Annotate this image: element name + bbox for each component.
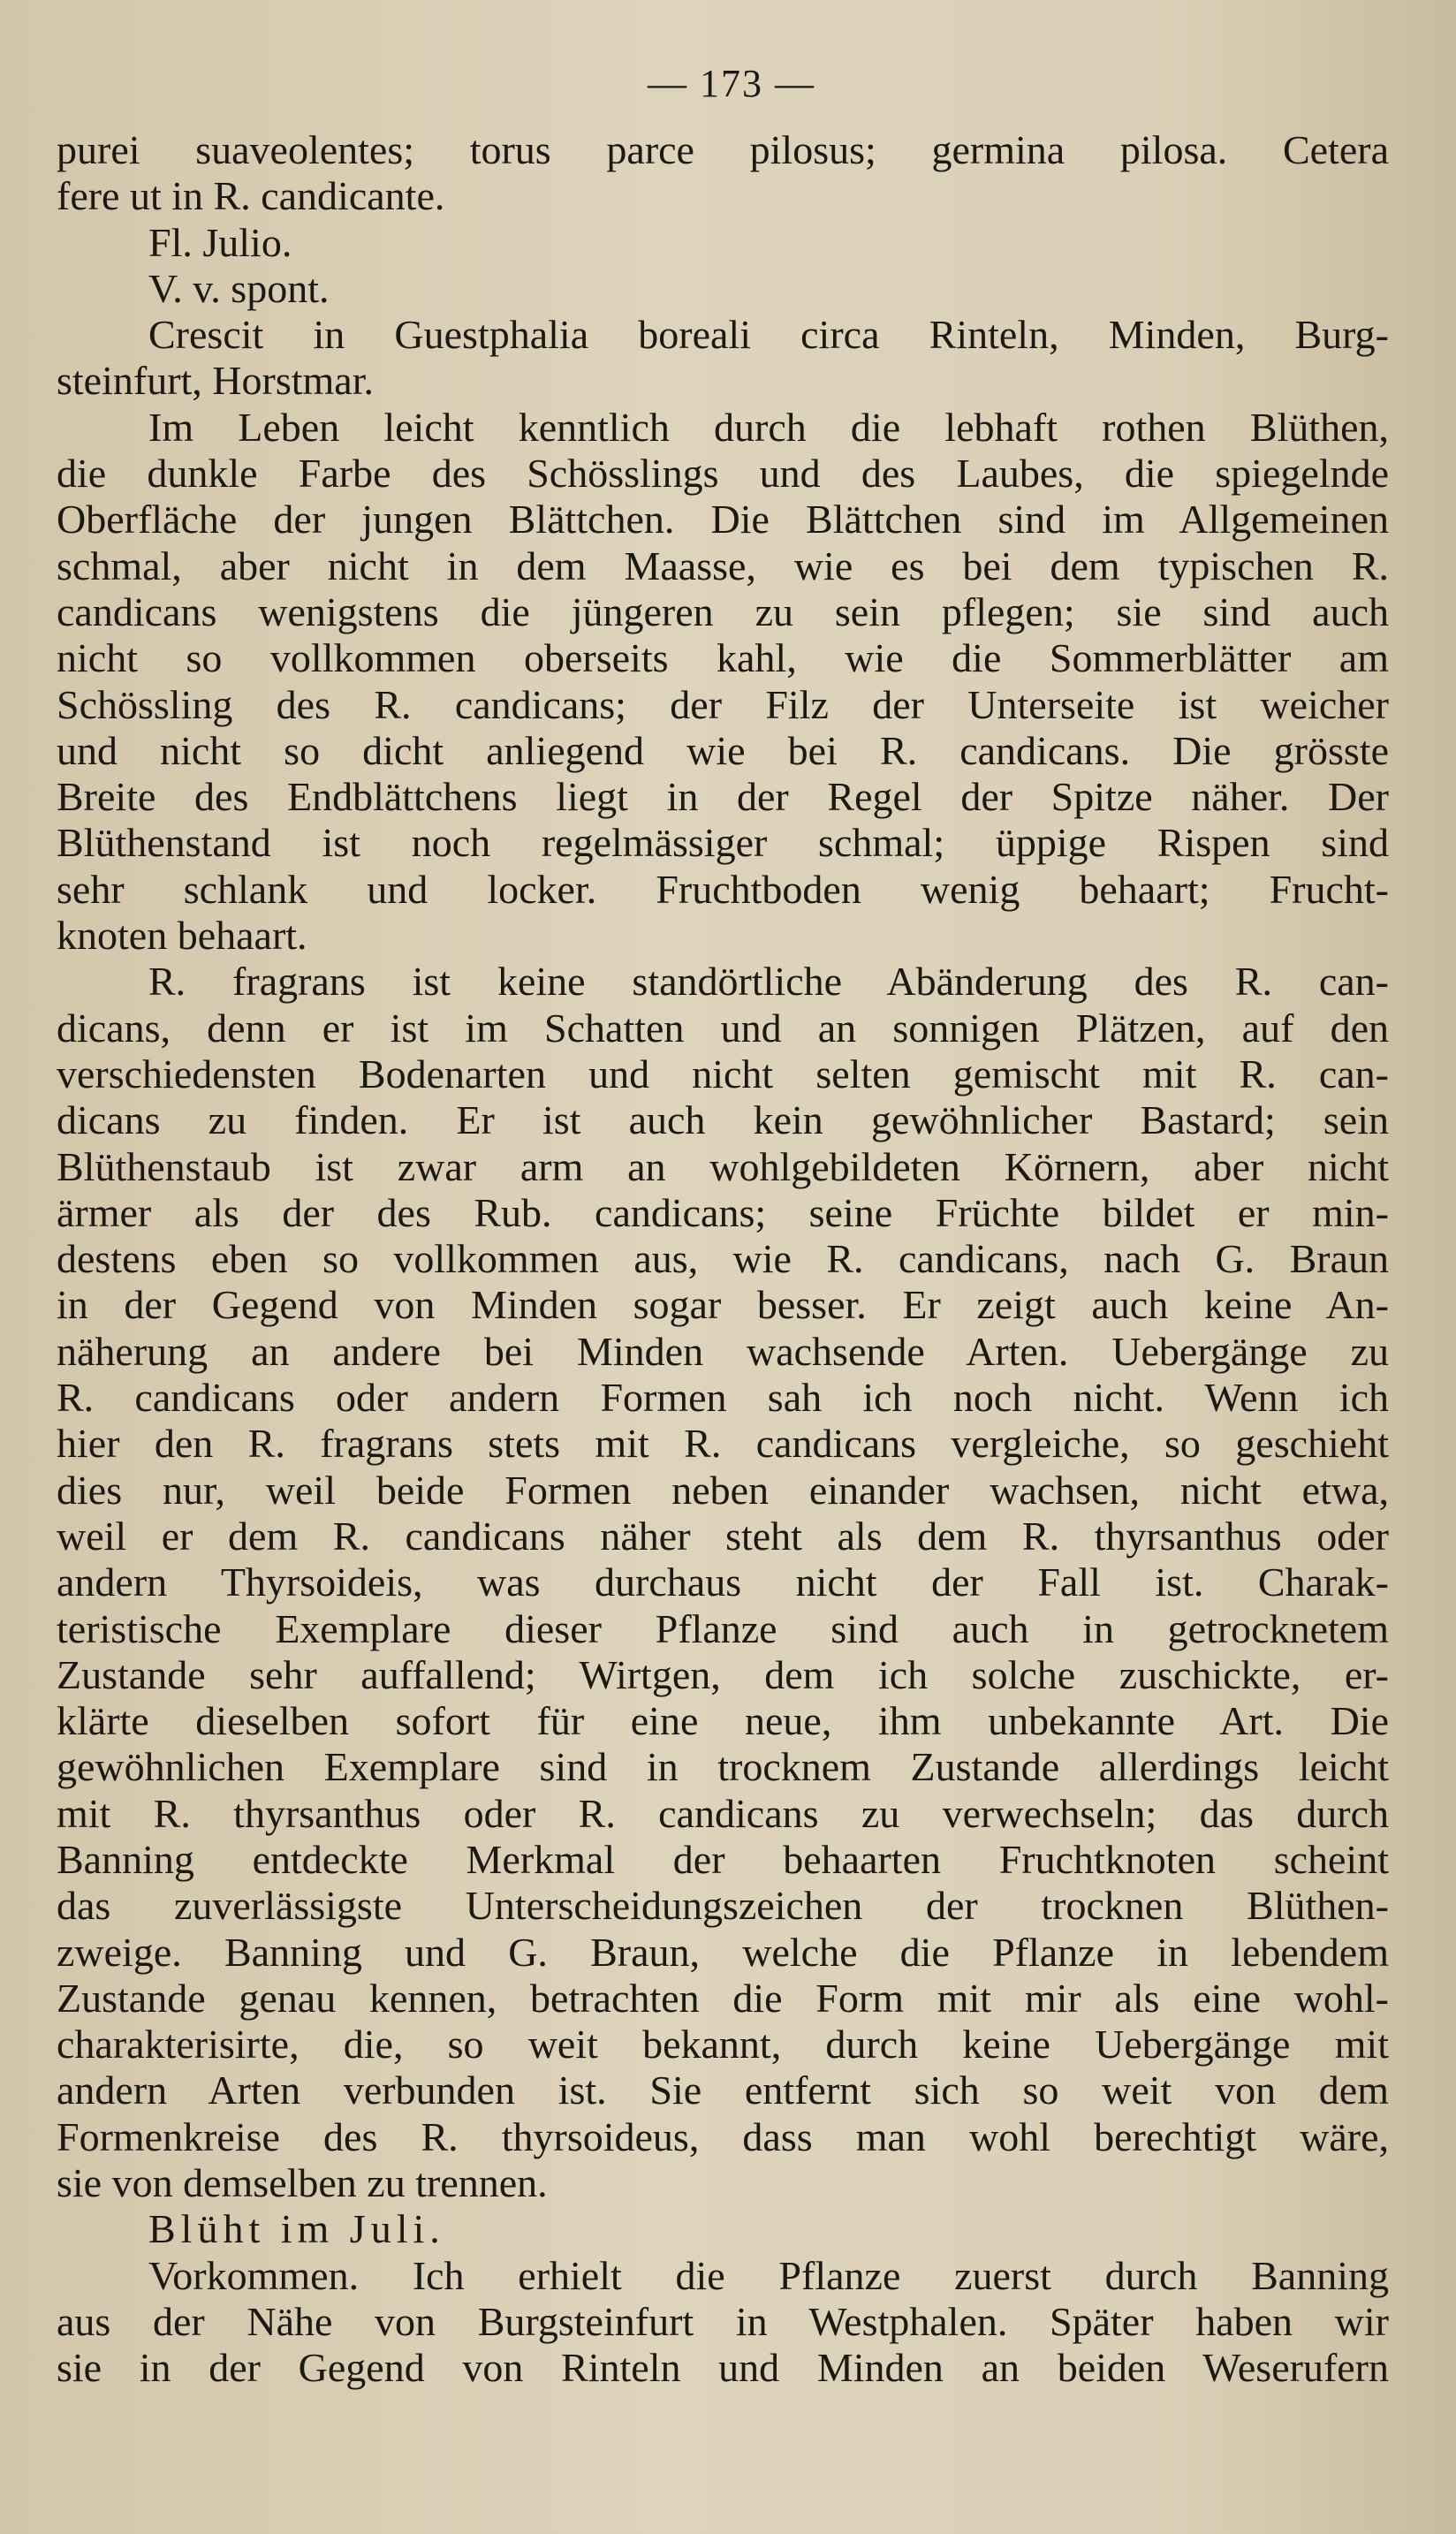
text-line: zweige. Banning und G. Braun, welche die Pflanze in lebendem [57,1929,1389,1975]
text-line: Blüht im Juli. [148,2206,445,2252]
text-line: knoten behaart. [57,913,307,959]
text-line: Zustande sehr auffallend; Wirtgen, dem ich solche zuschickte, er- [57,1651,1389,1697]
text-line: näherung an andere bei Minden wachsende Arten. Uebergänge zu [57,1328,1389,1374]
text-line: R. candicans oder andern Formen sah ich noch nicht. Wenn ich [57,1375,1389,1421]
text-line: sehr schlank und locker. Fruchtboden wenig behaart; Frucht- [57,866,1389,912]
text-line: teristische Exemplare dieser Pflanze sind auch in getrocknetem [57,1605,1389,1651]
text-line: Formenkreise des R. thyrsoideus, dass man wohl berechtigt wäre, [57,2113,1389,2159]
text-line: gewöhnlichen Exemplare sind in trocknem Zustande allerdings leicht [57,1744,1389,1790]
page-number: — 173 — [648,62,815,105]
text-line: dies nur, weil beide Formen neben einander wachsen, nicht etwa, [57,1467,1389,1513]
text-line: destens eben so vollkommen aus, wie R. candicans, nach G. Braun [57,1236,1389,1282]
text-line: dicans zu finden. Er ist auch kein gewöhnlicher Bastard; sein [57,1097,1389,1143]
text-line: Zustande genau kennen, betrachten die Form mit mir als eine wohl- [57,1975,1389,2021]
text-line: ärmer als der des Rub. candicans; seine Früchte bildet er min- [57,1189,1389,1235]
text-line: sie in der Gegend von Rinteln und Minden an beiden Weserufern [57,2345,1389,2391]
text-line: in der Gegend von Minden sogar besser. Er zeigt auch keine An- [57,1282,1389,1328]
text-line: R. fragrans ist keine standörtliche Abänderung des R. can- [148,959,1389,1005]
text-line: purei suaveolentes; torus parce pilosus; germina pilosa. Cetera [57,127,1389,172]
text-line: V. v. spont. [148,265,330,311]
text-line: andern Thyrsoideis, was durchaus nicht der Fall ist. Charak- [57,1559,1389,1605]
body-text [57,127,1389,2392]
text-line: Blüthenstaub ist zwar arm an wohlgebildeten Körnern, aber nicht [57,1143,1389,1189]
text-line: weil er dem R. candicans näher steht als dem R. thyrsanthus oder [57,1513,1389,1559]
text-line: Vorkommen. Ich erhielt die Pflanze zuerst durch Banning [148,2252,1389,2298]
text-line: und nicht so dicht anliegend wie bei R. candicans. Die grösste [57,727,1389,773]
text-line: Blüthenstand ist noch regelmässiger schmal; üppige Rispen sind [57,820,1389,866]
text-line: Crescit in Guestphalia boreali circa Rinteln, Minden, Burg- [148,312,1389,358]
text-line: fere ut in R. candicante. [57,173,445,219]
text-line: Schössling des R. candicans; der Filz der Unterseite ist weicher [57,681,1389,727]
text-line: hier den R. fragrans stets mit R. candicans vergleiche, so geschieht [57,1421,1389,1467]
text-line: dicans, denn er ist im Schatten und an sonnigen Plätzen, auf den [57,1005,1389,1051]
text-line: aus der Nähe von Burgsteinfurt in Westphalen. Später haben wir [57,2298,1389,2344]
text-line: Fl. Julio. [148,219,292,265]
text-line: candicans wenigstens die jüngeren zu sein pflegen; sie sind auch [57,588,1389,634]
text-line: das zuverlässigste Unterscheidungszeichen der trocknen Blüthen- [57,1883,1389,1929]
text-line: schmal, aber nicht in dem Maasse, wie es bei dem typischen R. [57,542,1389,588]
text-line: andern Arten verbunden ist. Sie entfernt sich so weit von dem [57,2067,1389,2113]
text-line: sie von demselben zu trennen. [57,2160,548,2206]
text-line: die dunkle Farbe des Schösslings und des Laubes, die spiegelnde [57,451,1389,497]
text-line: charakterisirte, die, so weit bekannt, durch keine Uebergänge mit [57,2022,1389,2067]
text-line: klärte dieselben sofort für eine neue, ihm unbekannte Art. Die [57,1698,1389,1744]
text-line: Oberfläche der jungen Blättchen. Die Blättchen sind im Allgemeinen [57,497,1389,542]
text-line: Im Leben leicht kenntlich durch die lebhaft rothen Blüthen, [148,404,1389,450]
text-line: mit R. thyrsanthus oder R. candicans zu verwechseln; das durch [57,1790,1389,1836]
text-line: steinfurt, Horstmar. [57,358,374,404]
text-line: nicht so vollkommen oberseits kahl, wie die Sommerblätter am [57,635,1389,681]
text-line: Banning entdeckte Merkmal der behaarten Fruchtknoten scheint [57,1836,1389,1882]
text-line: Breite des Endblättchens liegt in der Regel der Spitze näher. Der [57,774,1389,820]
text-line: verschiedensten Bodenarten und nicht selten gemischt mit R. can- [57,1051,1389,1096]
